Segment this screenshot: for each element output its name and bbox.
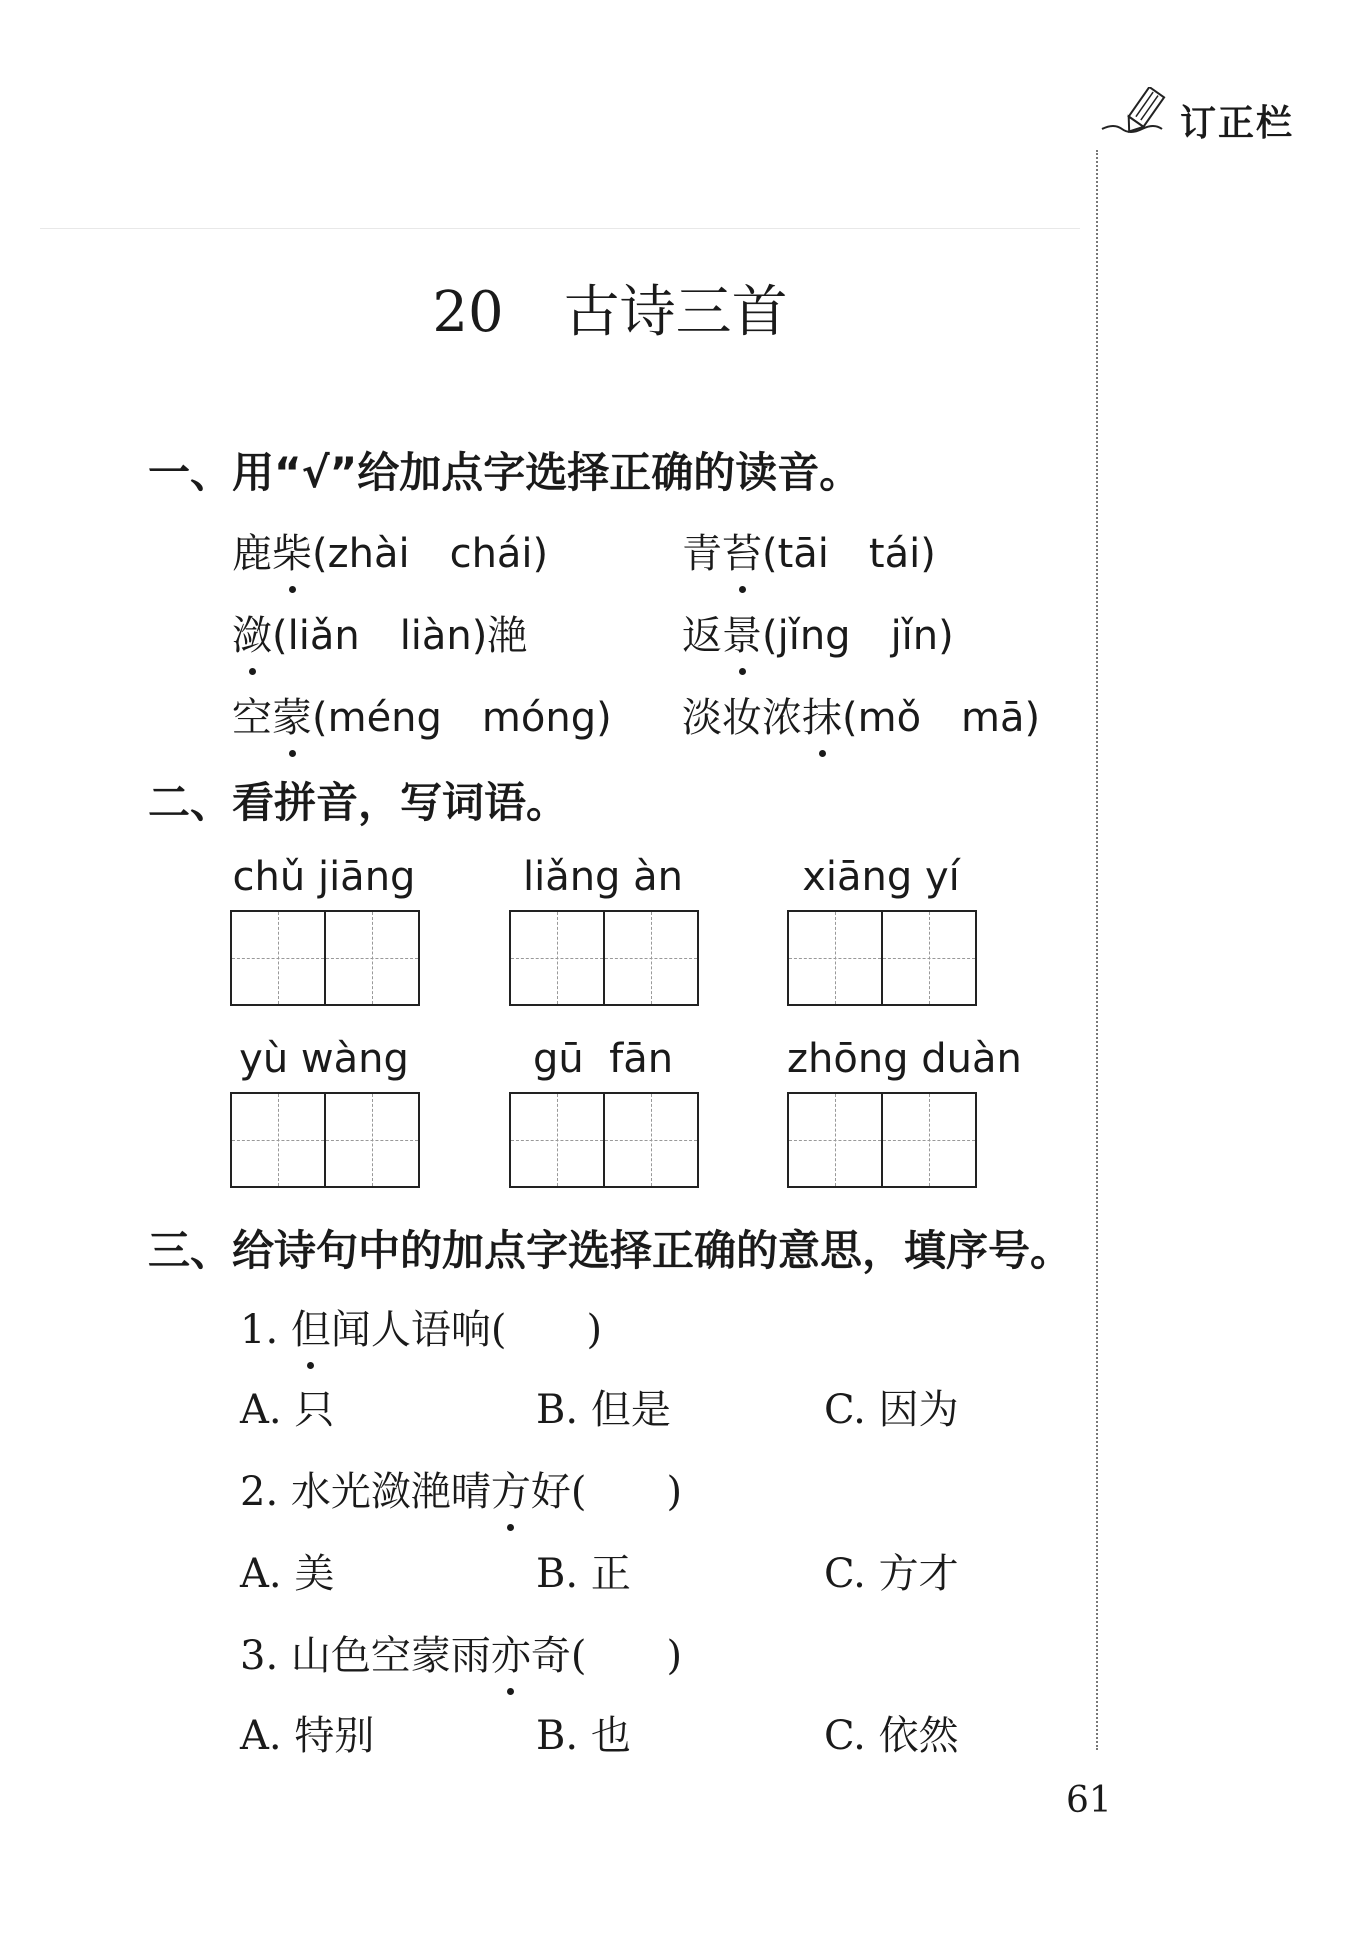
writing-grid[interactable] [230,910,420,1006]
line-prefix: 山色空蒙雨 [290,1633,491,1679]
grid-cell[interactable] [511,1094,605,1186]
answer-blank[interactable]: ( ) [490,1307,603,1353]
question [240,1298,602,1355]
writing-grid[interactable] [509,910,699,1006]
option-c[interactable]: C. 依然 [824,1713,959,1759]
pinyin-options[interactable]: (tāi tái) [762,531,936,577]
word-pinyin: zhōng duàn [787,1036,1022,1082]
option-a[interactable]: A. 特别 [240,1713,375,1759]
answer-blank[interactable]: ( ) [570,1469,683,1515]
pronunciation-item [682,604,954,661]
question-number: 1. [240,1307,279,1353]
writing-grid[interactable] [509,1092,699,1188]
word-pinyin: gū fān [532,1036,674,1082]
dotted-char: 亦 [491,1624,531,1681]
option-b[interactable]: B. 也 [536,1713,631,1759]
word-pinyin: liǎng àn [522,854,684,900]
correction-column-header [1100,95,1330,145]
question-number: 2. [240,1469,279,1515]
word-prefix: 空 [232,695,272,741]
line-suffix: 奇 [530,1633,571,1679]
word-grid-item [509,1034,697,1188]
grid-cell[interactable] [232,1094,326,1186]
grid-cell[interactable] [883,1094,975,1186]
word-grid-item [230,1034,418,1188]
dotted-char: 方 [491,1460,531,1517]
question [240,1624,682,1681]
option-b[interactable]: B. 正 [536,1551,631,1597]
page-number: 61 [1066,1780,1112,1821]
answer-blank[interactable]: ( ) [570,1633,683,1679]
lesson-title-text: 古诗三首 [563,280,788,345]
pronunciation-item [232,604,527,661]
option-c[interactable]: C. 方才 [824,1551,959,1597]
option-c[interactable]: C. 因为 [824,1387,959,1433]
word-pinyin: chǔ jiāng [232,854,416,900]
section2-heading: 二、看拼音，写词语。 [148,778,569,827]
pronunciation-item [682,686,1040,743]
writing-grid[interactable] [230,1092,420,1188]
dotted-char: 但 [291,1298,331,1355]
word-prefix: 淡妆浓 [682,695,802,741]
word-prefix: 返 [682,613,722,659]
dotted-char: 抹 [802,686,842,743]
grid-cell[interactable] [605,1094,697,1186]
line-prefix: 水光潋滟晴 [290,1469,491,1515]
dotted-char: 苔 [722,522,762,579]
pinyin-options[interactable]: (liǎn liàn) [272,613,488,659]
grid-cell[interactable] [326,912,418,1004]
section3-heading: 三、给诗句中的加点字选择正确的意思，填序号。 [148,1226,1073,1275]
pronunciation-item [682,522,936,579]
line-suffix: 好 [530,1469,571,1515]
pinyin-options[interactable]: (méng móng) [312,695,612,741]
writing-grid[interactable] [787,1092,977,1188]
pinyin-options[interactable]: (jǐng jǐn) [762,613,954,659]
dotted-char: 柴 [272,522,312,579]
word-grid-item [787,852,975,1006]
lesson-number: 20 [432,280,504,345]
word-suffix: 滟 [487,613,528,659]
line-suffix: 闻人语响 [330,1307,491,1353]
dotted-char: 潋 [232,604,272,661]
grid-cell[interactable] [789,912,883,1004]
word-pinyin: xiāng yí [802,854,960,900]
correction-label: 订正栏 [1180,103,1295,144]
dotted-char: 蒙 [272,686,312,743]
option-a[interactable]: A. 只 [240,1387,335,1433]
grid-cell[interactable] [883,912,975,1004]
grid-cell[interactable] [789,1094,883,1186]
writing-grid[interactable] [787,910,977,1006]
pronunciation-item [232,686,612,743]
word-prefix: 鹿 [232,531,272,577]
lesson-title [0,268,1220,348]
section1-heading: 一、用“√”给加点字选择正确的读音。 [148,448,862,497]
grid-cell[interactable] [605,912,697,1004]
word-grid-item [509,852,697,1006]
correction-column-divider [1096,150,1098,1750]
pencil-icon [1100,87,1180,137]
option-b[interactable]: B. 但是 [536,1387,671,1433]
word-grid-item [230,852,418,1006]
word-grid-item [787,1034,1022,1188]
word-pinyin: yù wàng [239,1036,409,1082]
word-prefix: 青 [682,531,722,577]
option-a[interactable]: A. 美 [240,1551,335,1597]
question [240,1460,682,1517]
pronunciation-item [232,522,548,579]
pinyin-options[interactable]: (zhài chái) [312,531,549,577]
grid-cell[interactable] [232,912,326,1004]
dotted-char: 景 [722,604,762,661]
top-rule [40,228,1080,229]
grid-cell[interactable] [511,912,605,1004]
question-number: 3. [240,1633,279,1679]
grid-cell[interactable] [326,1094,418,1186]
pinyin-options[interactable]: (mǒ mā) [842,695,1041,741]
